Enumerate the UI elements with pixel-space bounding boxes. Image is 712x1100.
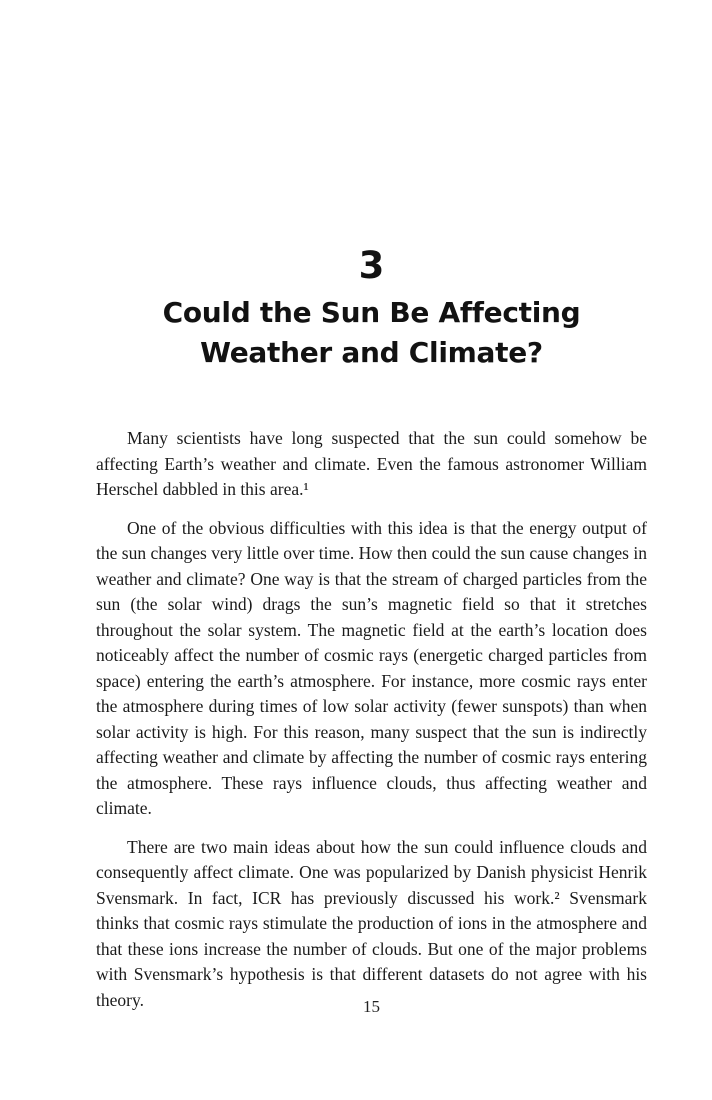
chapter-title <box>61 293 682 373</box>
paragraph-1: Many scientists have long suspected that the sun could somehow be affecting Earth’s weather and climate. Even the famous astronomer William Herschel dabbled in this area.¹ <box>96 428 647 499</box>
body-text <box>96 426 647 1026</box>
paragraph-3: There are two main ideas about how the sun could influence clouds and consequently affect climate. One was popularized by Danish physicist Henrik Svensmark. In fact, ICR has previously discussed his work.² Svensmark thinks that cosmic rays stimulate the production of ions in the atmosphere and that these ions increase the number of clouds. But one of the major problems with Svensmark’s hypothesis is that different datasets do not agree with his theory. <box>96 836 647 1010</box>
paragraph-2: One of the obvious difficulties with this idea is that the energy output of the sun changes very little over time. How then could the sun cause changes in weather and climate? One way is that the stream of charged particles from the sun (the solar wind) drags the sun’s magnetic field so that it stretches throughout the solar system. The magnetic field at the earth’s location does noticeably affect the number of cosmic rays (energetic charged particles from space) entering the earth’s atmosphere. For instance, more cosmic rays enter the atmosphere during times of low solar activity (fewer sunspots) than when solar activity is high. For this reason, many suspect that the sun is indirectly affecting weather and climate by affecting the number of cosmic rays entering the atmosphere. These rays influence clouds, thus affecting weather and climate. <box>96 517 647 818</box>
page-number: 15 <box>363 997 380 1016</box>
chapter-title-line2: Weather and Climate? <box>200 336 543 369</box>
chapter-number: 3 <box>358 244 385 287</box>
chapter-title-line1: Could the Sun Be Affecting <box>162 296 581 329</box>
